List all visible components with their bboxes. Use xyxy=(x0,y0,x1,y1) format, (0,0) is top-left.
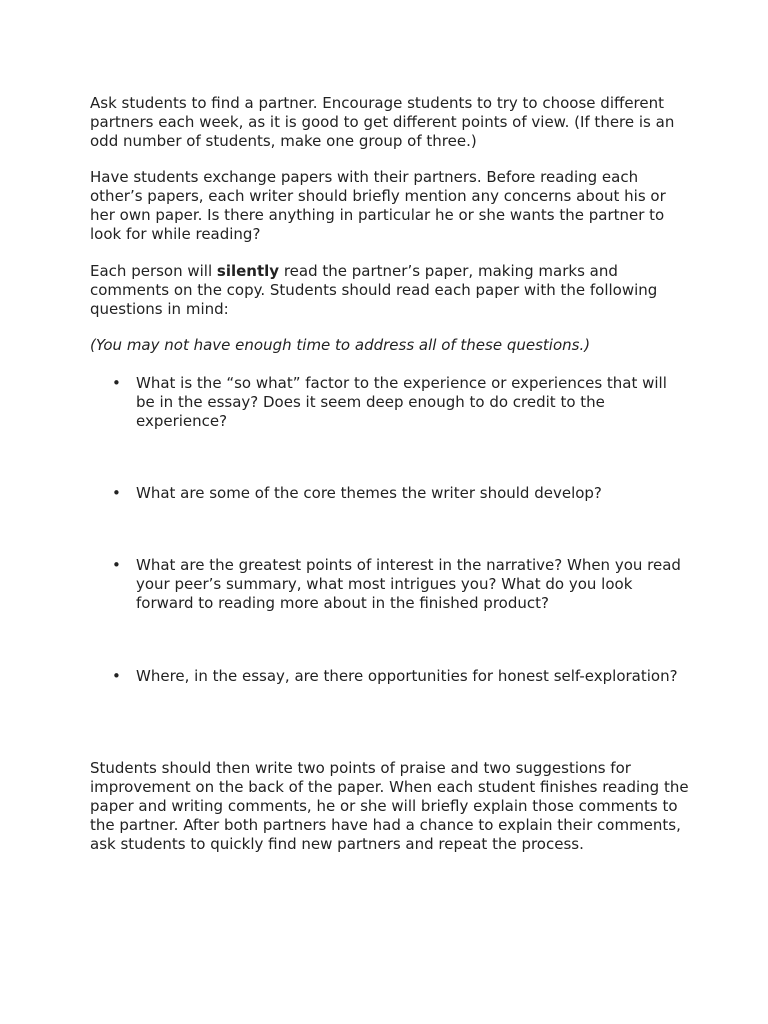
time-note: (You may not have enough time to address all of these questions.) xyxy=(90,336,591,354)
bullet-icon: • xyxy=(112,667,121,685)
bullet-icon: • xyxy=(112,556,121,574)
question-text: What are the greatest points of interest in the narrative? When you read your peer’s summary, what most intrigues you? What do you look forward to reading more about in the finished product? xyxy=(136,556,681,612)
paragraph-silently-read-intro: Each person will xyxy=(90,262,217,280)
bullet-icon: • xyxy=(112,484,121,502)
paragraph-find-partner: Ask students to find a partner. Encourage students to try to choose different partners each week, as it is good to get different points of view. (If there is an odd number of students, make one group of three.) xyxy=(90,94,675,150)
question-text: Where, in the essay, are there opportunities for honest self-exploration? xyxy=(136,667,678,685)
emphasis-silently: silently xyxy=(216,262,280,280)
bullet-icon: • xyxy=(112,374,121,392)
question-text: What are some of the core themes the writer should develop? xyxy=(136,484,602,502)
paragraph-exchange-papers: Have students exchange papers with their partners. Before reading each other’s papers, each writer should briefly mention any concerns about his or her own paper. Is there anything in particular he or she wants the partner to look for while reading? xyxy=(90,168,666,243)
paragraph-praise-suggestions: Students should then write two points of praise and two suggestions for improvement on the back of the paper. When each student finishes reading the paper and writing comments, he or she will briefly explain those comments to the partner. After both partners have had a chance to explain their comments, ask students to quickly find new partners and repeat the process. xyxy=(90,759,689,853)
question-text: What is the “so what” factor to the experience or experiences that will be in the essay? Does it seem deep enough to do credit to the experience? xyxy=(136,374,667,430)
paragraph-silently-read-rest: read the partner’s paper, making marks and comments on the copy. Students should read each paper with the following questions in mind: xyxy=(90,262,658,318)
paragraph-silently-read xyxy=(90,262,690,319)
